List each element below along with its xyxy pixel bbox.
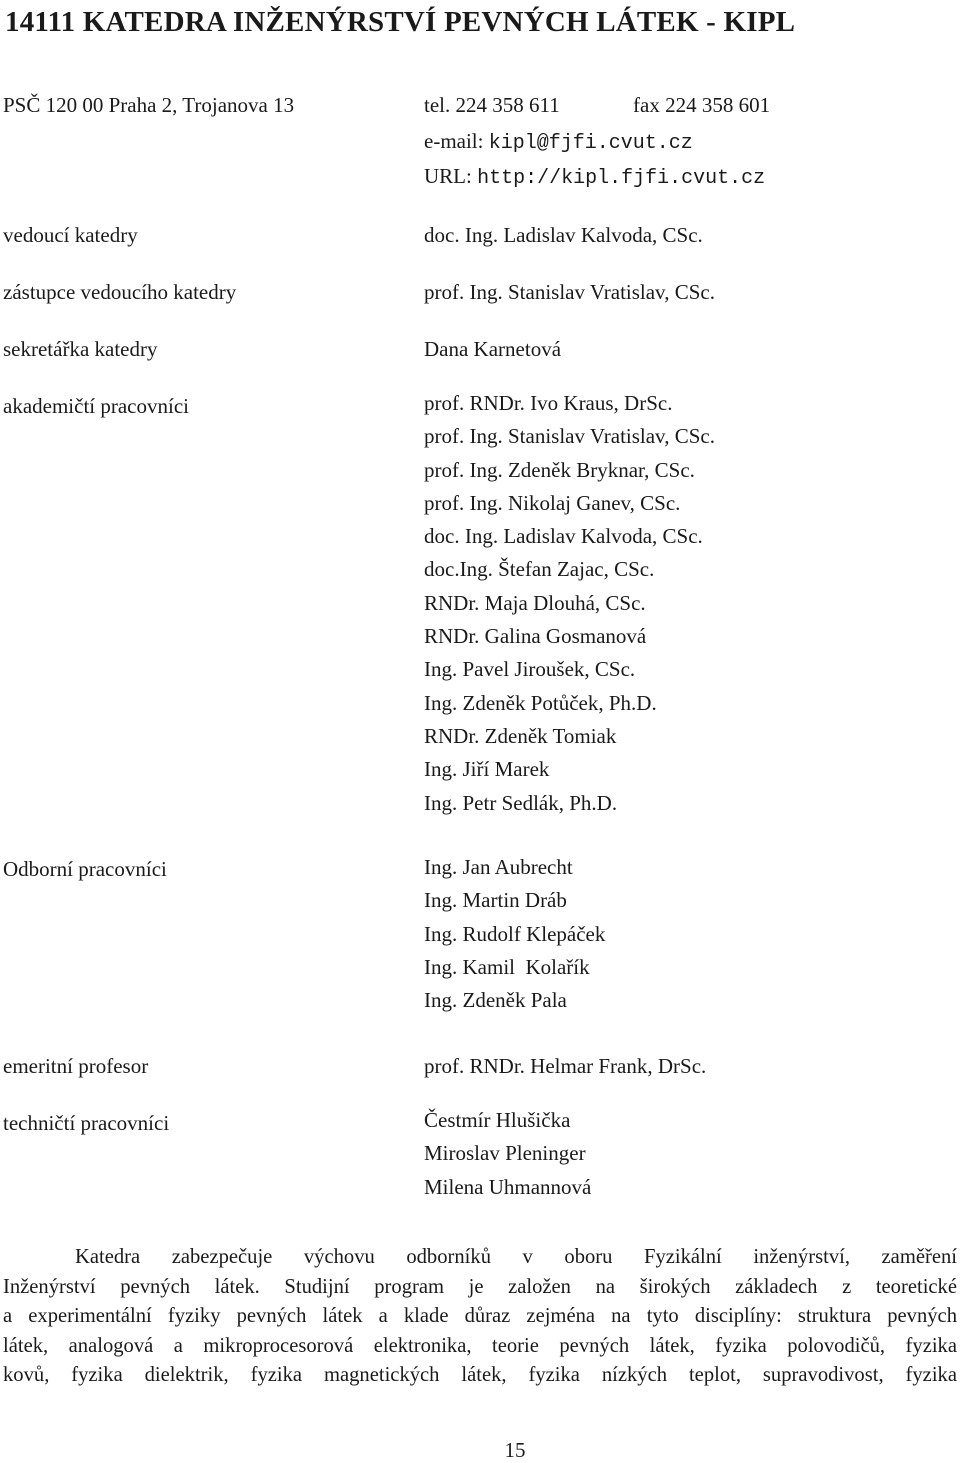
list-item: Ing. Pavel Jiroušek, CSc. — [424, 657, 636, 682]
secretary-label: sekretářka katedry — [3, 337, 158, 361]
page-number: 15 — [504, 1438, 526, 1462]
fax: fax 224 358 601 — [633, 93, 771, 117]
list-item: Ing. Kamil Kolařík — [424, 954, 590, 979]
list-item: Milena Uhmannová — [424, 1174, 592, 1199]
list-item: Ing. Jan Aubrecht — [424, 855, 573, 879]
list-item: prof. Ing. Nikolaj Ganev, CSc. — [424, 490, 681, 515]
list-item: Miroslav Pleninger — [424, 1141, 586, 1166]
list-item: Ing. Rudolf Klepáček — [424, 921, 606, 946]
head-label: vedoucí katedry — [3, 223, 138, 247]
head-name: doc. Ing. Ladislav Kalvoda, CSc. — [424, 223, 703, 247]
list-item: doc.Ing. Štefan Zajac, CSc. — [424, 557, 655, 582]
list-item: Ing. Zdeněk Potůček, Ph.D. — [424, 690, 657, 715]
professional-list — [424, 851, 605, 1017]
address: PSČ 120 00 Praha 2, Trojanova 13 — [3, 93, 295, 117]
phone: tel. 224 358 611 — [424, 93, 560, 117]
url-label: URL: — [424, 164, 472, 188]
list-item: doc. Ing. Ladislav Kalvoda, CSc. — [424, 524, 703, 549]
secretary-name: Dana Karnetová — [424, 337, 562, 361]
email-link[interactable]: kipl@fjfi.cvut.cz — [488, 132, 693, 155]
url-link[interactable]: http://kipl.fjfi.cvut.cz — [477, 167, 766, 190]
professional-label: Odborní pracovníci — [3, 857, 167, 881]
emeritus-label: emeritní profesor — [3, 1054, 149, 1078]
paragraph-line: Katedra zabezpečuje výchovu odborníků v oboru Fyzikální inženýrství, zaměření — [75, 1246, 957, 1268]
emeritus-name: prof. RNDr. Helmar Frank, DrSc. — [424, 1054, 707, 1078]
deputy-name: prof. Ing. Stanislav Vratislav, CSc. — [424, 280, 715, 304]
list-item: Ing. Petr Sedlák, Ph.D. — [424, 790, 618, 815]
paragraph-line: Inženýrství pevných látek. Studijní program je založen na širokých základech z teoretické — [3, 1275, 957, 1298]
list-item: prof. Ing. Zdeněk Bryknar, CSc. — [424, 457, 695, 482]
list-item: Ing. Zdeněk Pala — [424, 988, 567, 1013]
list-item: RNDr. Galina Gosmanová — [424, 624, 647, 649]
deputy-label: zástupce vedoucího katedry — [3, 280, 237, 304]
description-paragraph — [3, 1243, 957, 1391]
paragraph-line: látek, analogová a mikroprocesorová elektronika, teorie pevných látek, fyzika polovodičů, fyzika — [3, 1334, 957, 1357]
list-item: RNDr. Maja Dlouhá, CSc. — [424, 590, 646, 615]
technical-label: techničtí pracovníci — [3, 1111, 170, 1135]
paragraph-line: kovů, fyzika dielektrik, fyzika magnetických látek, fyzika nízkých teplot, supravodivost, fyzika — [3, 1364, 957, 1387]
email-row — [424, 131, 693, 154]
list-item: Ing. Jiří Marek — [424, 757, 550, 782]
email-label: e-mail: — [424, 129, 484, 153]
list-item: prof. Ing. Stanislav Vratislav, CSc. — [424, 424, 715, 449]
technical-list — [424, 1104, 591, 1204]
paragraph-line: a experimentální fyziky pevných látek a klade důraz zejména na tyto disciplíny: struktura pevných — [3, 1305, 957, 1328]
list-item: RNDr. Zdeněk Tomiak — [424, 723, 617, 748]
academic-label: akademičtí pracovníci — [3, 394, 189, 418]
list-item: Čestmír Hlušička — [424, 1108, 571, 1132]
academic-list — [424, 387, 715, 820]
url-row — [424, 166, 765, 189]
page-title: 14111 KATEDRA INŽENÝRSTVÍ PEVNÝCH LÁTEK - KIPL — [5, 6, 796, 38]
list-item: Ing. Martin Dráb — [424, 888, 567, 913]
list-item: prof. RNDr. Ivo Kraus, DrSc. — [424, 391, 673, 415]
